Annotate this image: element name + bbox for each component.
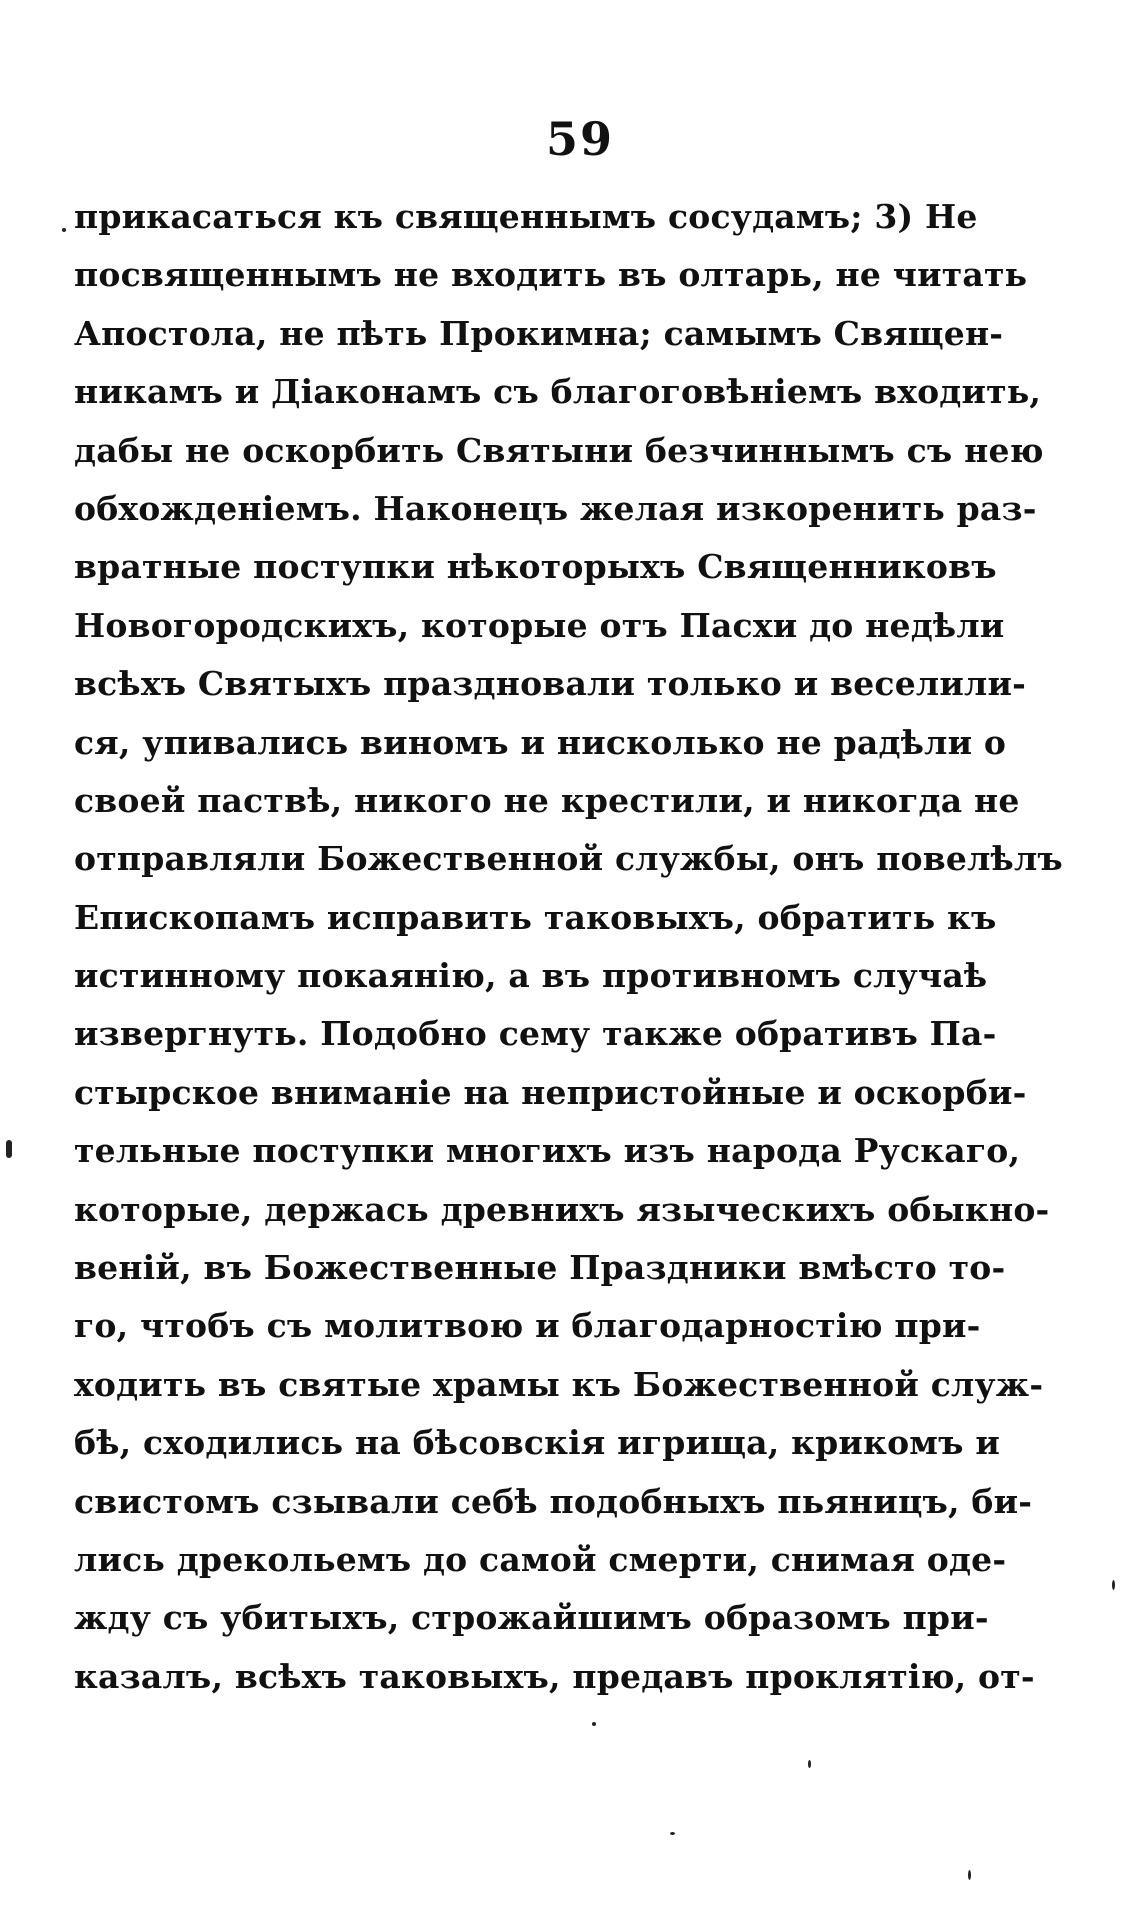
text-line: вратные поступки нѣкоторыхъ Священниковъ [74,547,997,587]
text-line: дабы не оскорбить Святыни безчиннымъ съ нею [74,430,1044,470]
text-line: бѣ, сходились на бѣсовскія игрища, крикомъ и [74,1423,1001,1463]
text-line: веній, въ Божественные Праздники вмѣсто то- [74,1248,1006,1288]
text-line: обхожденіемъ. Наконецъ желая изкоренить раз- [74,488,1037,528]
text-line: Апостола, не пѣть Прокимна; самымъ Священ- [74,313,1004,353]
text-line: казалъ, всѣхъ таковыхъ, предавъ проклятію, от- [74,1656,1035,1696]
text-line: своей паствѣ, никого не крестили, и никогда не [74,780,1020,820]
text-line: Новогородскихъ, которые отъ Пасхи до недѣли [74,605,1005,645]
scan-speck [6,1140,12,1158]
body-text [74,188,1063,1706]
text-line: жду съ убитыхъ, строжайшимъ образомъ при- [74,1598,989,1638]
text-line: ходить въ святые храмы къ Божественной служ- [74,1364,1044,1404]
text-line: лись дрекольемъ до самой смерти, снимая оде- [74,1539,1007,1579]
scan-speck [968,1870,971,1880]
text-line: прикасаться къ священнымъ сосудамъ; 3) Не [74,197,978,236]
text-line: истинному покаянію, а въ противномъ случаѣ [74,956,988,996]
text-line: тельные поступки многихъ изъ народа Рускаго, [74,1131,1021,1171]
text-line: отправляли Божественной службы, онъ повелѣлъ [74,839,1063,879]
page-number: 59 [545,112,614,166]
text-line: ся, упивались виномъ и нисколько не радѣли о [74,722,1007,762]
scan-speck [592,1722,596,1726]
scan-speck [670,1832,675,1835]
text-line: Епископамъ исправить таковыхъ, обратить къ [74,897,997,937]
scan-speck [808,1760,811,1768]
text-line: извергнуть. Подобно сему также обративъ Па- [74,1014,997,1054]
text-line: всѣхъ Святыхъ праздновали только и веселили- [74,664,1027,704]
text-line: которые, держась древнихъ языческихъ обыкно- [74,1189,1050,1229]
text-line: свистомъ сзывали себѣ подобныхъ пьяницъ, би- [74,1481,1033,1521]
text-line: посвященнымъ не входить въ олтарь, не читать [74,255,1028,295]
text-line: никамъ и Діаконамъ съ благоговѣніемъ входить, [74,372,1042,412]
text-line: го, чтобъ съ молитвою и благодарностію при- [74,1306,981,1346]
scan-speck [62,228,66,232]
text-line: стырское вниманіе на непристойные и оскорби- [74,1072,1027,1112]
scan-speck [1112,1580,1115,1590]
